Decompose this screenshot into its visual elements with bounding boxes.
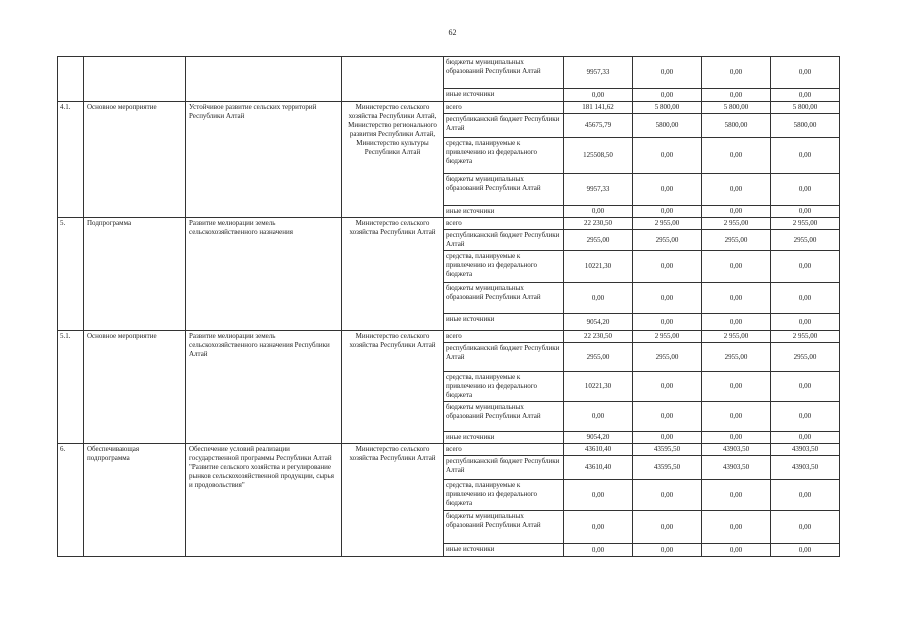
funding-source: иные источники — [444, 314, 564, 331]
funding-value: 43903,50 — [771, 456, 840, 480]
funding-value: 0,00 — [702, 174, 771, 206]
funding-source: средства, планируемые к привлечению из федерального бюджета — [444, 138, 564, 174]
funding-value: 0,00 — [771, 283, 840, 314]
funding-value: 0,00 — [771, 89, 840, 102]
funding-source: иные источники — [444, 432, 564, 444]
funding-source: республиканский бюджет Республики Алтай — [444, 343, 564, 372]
row-responsible: Министерство сельского хозяйства Республики Алтай, Министерство регионального развития Республики Алтай, Министерство культуры Республики Алтай — [342, 102, 444, 218]
funding-value: 0,00 — [771, 544, 840, 557]
funding-value: 0,00 — [771, 206, 840, 218]
funding-value: 0,00 — [771, 480, 840, 511]
funding-value: 2 955,00 — [633, 331, 702, 343]
funding-value: 22 230,50 — [564, 218, 633, 230]
funding-value: 0,00 — [633, 174, 702, 206]
row-type: Основное мероприятие — [84, 331, 186, 444]
funding-value: 9957,33 — [564, 174, 633, 206]
funding-value: 43610,40 — [564, 444, 633, 456]
funding-source: средства, планируемые к привлечению из федерального бюджета — [444, 251, 564, 283]
funding-value: 2955,00 — [771, 230, 840, 251]
funding-value: 2955,00 — [702, 230, 771, 251]
funding-value: 0,00 — [633, 314, 702, 331]
funding-value: 0,00 — [702, 372, 771, 402]
table-row — [58, 57, 840, 89]
row-number: 5. — [58, 218, 84, 331]
funding-value: 10221,30 — [564, 251, 633, 283]
funding-value: 43903,50 — [771, 444, 840, 456]
funding-value: 5 800,00 — [771, 102, 840, 114]
funding-value: 2 955,00 — [702, 331, 771, 343]
funding-value: 0,00 — [702, 283, 771, 314]
funding-value: 0,00 — [633, 138, 702, 174]
funding-table — [57, 56, 840, 557]
funding-value: 0,00 — [633, 544, 702, 557]
funding-value: 0,00 — [633, 372, 702, 402]
funding-source: всего — [444, 102, 564, 114]
page-number: 62 — [448, 28, 457, 37]
funding-value: 0,00 — [702, 402, 771, 432]
funding-value: 0,00 — [633, 89, 702, 102]
table-row — [58, 102, 840, 114]
funding-value: 0,00 — [771, 372, 840, 402]
table-row — [58, 218, 840, 230]
row-name: Обеспечение условий реализации государственной программы Республики Алтай "Развитие сельского хозяйства и регулирование рынков сельскохозяйственной продукции, сырья и продовольствия" — [186, 444, 342, 557]
funding-source: бюджеты муниципальных образований Республики Алтай — [444, 511, 564, 544]
row-responsible: Министерство сельского хозяйства Республики Алтай — [342, 331, 444, 444]
row-name: Развитие мелиорации земель сельскохозяйственного назначения Республики Алтай — [186, 331, 342, 444]
funding-table-body — [58, 57, 840, 557]
funding-value: 0,00 — [702, 206, 771, 218]
funding-source: бюджеты муниципальных образований Республики Алтай — [444, 174, 564, 206]
table-row — [58, 444, 840, 456]
funding-source: республиканский бюджет Республики Алтай — [444, 114, 564, 138]
table-row — [58, 331, 840, 343]
funding-value: 0,00 — [702, 480, 771, 511]
funding-value: 125508,50 — [564, 138, 633, 174]
funding-value: 2955,00 — [564, 230, 633, 251]
funding-source: республиканский бюджет Республики Алтай — [444, 456, 564, 480]
row-number — [58, 57, 84, 102]
row-name: Развитие мелиорации земель сельскохозяйственного назначения — [186, 218, 342, 331]
funding-source: иные источники — [444, 206, 564, 218]
funding-source: республиканский бюджет Республики Алтай — [444, 230, 564, 251]
row-type — [84, 57, 186, 102]
funding-source: иные источники — [444, 544, 564, 557]
funding-value: 0,00 — [633, 511, 702, 544]
funding-value: 0,00 — [633, 57, 702, 89]
row-number: 5.1. — [58, 331, 84, 444]
row-number: 6. — [58, 444, 84, 557]
funding-value: 2 955,00 — [771, 331, 840, 343]
funding-value: 0,00 — [564, 206, 633, 218]
funding-value: 0,00 — [564, 283, 633, 314]
funding-value: 5 800,00 — [702, 102, 771, 114]
row-type: Основное мероприятие — [84, 102, 186, 218]
funding-value: 9957,33 — [564, 57, 633, 89]
funding-value: 0,00 — [633, 251, 702, 283]
funding-value: 0,00 — [564, 511, 633, 544]
funding-value: 0,00 — [564, 544, 633, 557]
funding-value: 43595,50 — [633, 444, 702, 456]
funding-value: 0,00 — [702, 138, 771, 174]
funding-value: 0,00 — [771, 432, 840, 444]
funding-value: 2955,00 — [633, 343, 702, 372]
funding-value: 0,00 — [702, 432, 771, 444]
funding-value: 0,00 — [702, 314, 771, 331]
funding-value: 0,00 — [702, 89, 771, 102]
funding-value: 10221,30 — [564, 372, 633, 402]
row-type: Обеспечивающая подпрограмма — [84, 444, 186, 557]
funding-value: 43903,50 — [702, 444, 771, 456]
funding-value: 43595,50 — [633, 456, 702, 480]
funding-value: 0,00 — [771, 402, 840, 432]
funding-source: бюджеты муниципальных образований Республики Алтай — [444, 57, 564, 89]
funding-value: 0,00 — [702, 511, 771, 544]
funding-value: 43903,50 — [702, 456, 771, 480]
funding-value: 2 955,00 — [771, 218, 840, 230]
row-name: Устойчивое развитие сельских территорий Республики Алтай — [186, 102, 342, 218]
funding-source: бюджеты муниципальных образований Республики Алтай — [444, 402, 564, 432]
funding-value: 45675,79 — [564, 114, 633, 138]
funding-value: 9054,20 — [564, 314, 633, 331]
funding-value: 2955,00 — [564, 343, 633, 372]
funding-source: бюджеты муниципальных образований Республики Алтай — [444, 283, 564, 314]
funding-value: 0,00 — [564, 480, 633, 511]
funding-value: 0,00 — [633, 432, 702, 444]
funding-value: 2955,00 — [633, 230, 702, 251]
funding-source: средства, планируемые к привлечению из федерального бюджета — [444, 372, 564, 402]
funding-source: средства, планируемые к привлечению из федерального бюджета — [444, 480, 564, 511]
row-responsible — [342, 57, 444, 102]
funding-source: всего — [444, 444, 564, 456]
funding-value: 181 141,62 — [564, 102, 633, 114]
funding-value: 0,00 — [771, 251, 840, 283]
funding-value: 0,00 — [771, 174, 840, 206]
funding-value: 22 230,50 — [564, 331, 633, 343]
funding-value: 0,00 — [771, 511, 840, 544]
funding-value: 5800,00 — [633, 114, 702, 138]
funding-source: всего — [444, 218, 564, 230]
funding-value: 2955,00 — [771, 343, 840, 372]
funding-value: 0,00 — [633, 283, 702, 314]
funding-value: 2955,00 — [702, 343, 771, 372]
row-type: Подпрограмма — [84, 218, 186, 331]
funding-value: 2 955,00 — [633, 218, 702, 230]
funding-value: 0,00 — [564, 402, 633, 432]
funding-value: 0,00 — [702, 251, 771, 283]
row-responsible: Министерство сельского хозяйства Республики Алтай — [342, 444, 444, 557]
funding-value: 0,00 — [771, 57, 840, 89]
funding-value: 0,00 — [702, 57, 771, 89]
funding-value: 9054,20 — [564, 432, 633, 444]
funding-value: 0,00 — [564, 89, 633, 102]
funding-value: 0,00 — [633, 402, 702, 432]
funding-value: 0,00 — [633, 480, 702, 511]
row-responsible: Министерство сельского хозяйства Республики Алтай — [342, 218, 444, 331]
funding-value: 0,00 — [771, 138, 840, 174]
funding-value: 0,00 — [702, 544, 771, 557]
funding-value: 0,00 — [633, 206, 702, 218]
funding-value: 5800,00 — [771, 114, 840, 138]
row-number: 4.1. — [58, 102, 84, 218]
funding-value: 5 800,00 — [633, 102, 702, 114]
funding-value: 43610,40 — [564, 456, 633, 480]
funding-source: всего — [444, 331, 564, 343]
row-name — [186, 57, 342, 102]
funding-value: 2 955,00 — [702, 218, 771, 230]
funding-value: 0,00 — [771, 314, 840, 331]
funding-value: 5800,00 — [702, 114, 771, 138]
funding-source: иные источники — [444, 89, 564, 102]
